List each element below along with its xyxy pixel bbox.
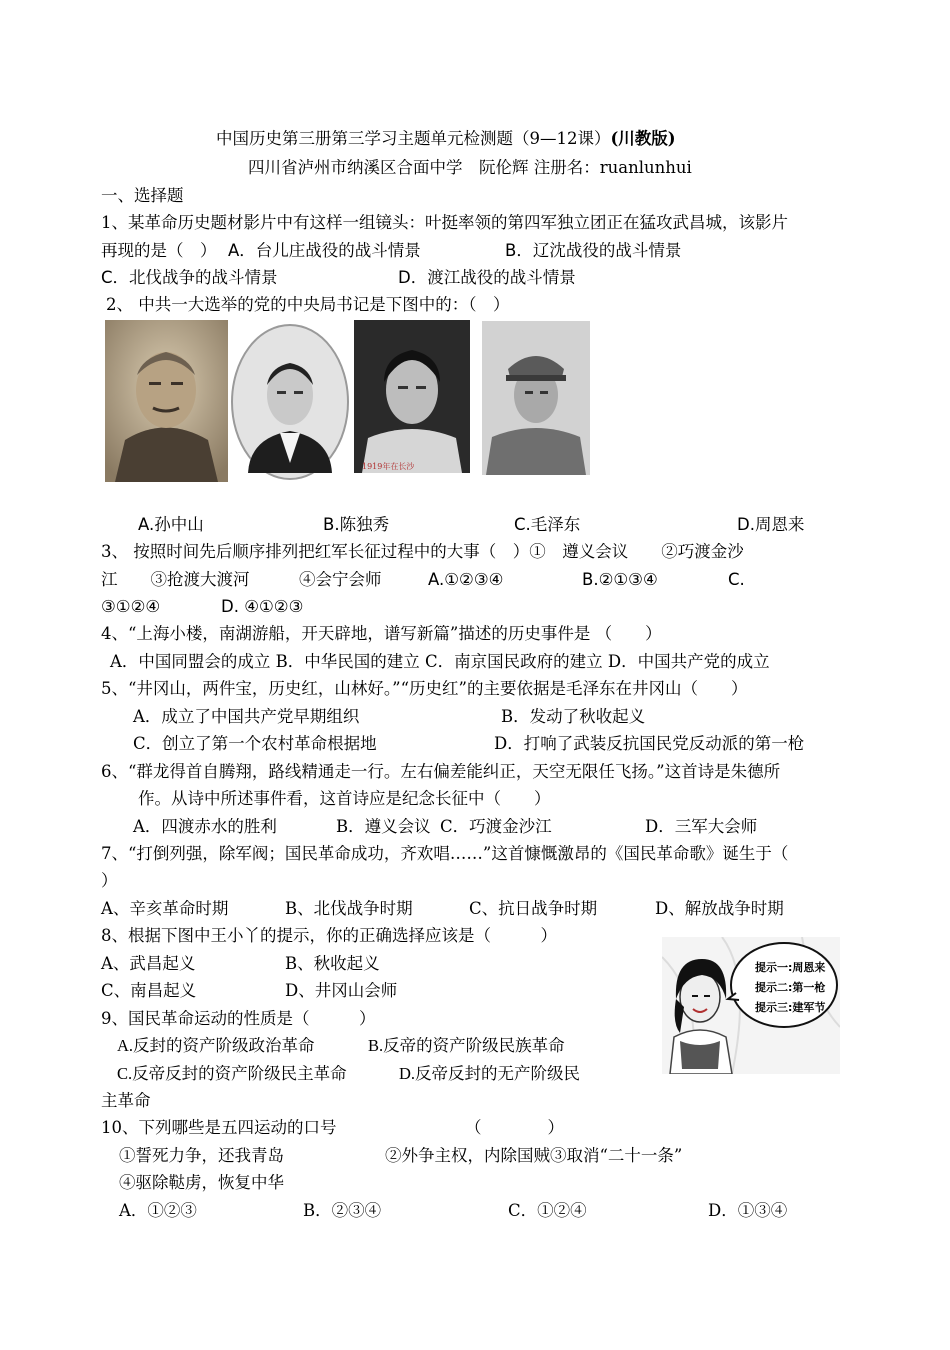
q10-stem: 10、下列哪些是五四运动的口号	[101, 1118, 337, 1137]
q5-option-d: D．打响了武装反抗国民党反动派的第一枪	[494, 734, 805, 753]
q9-option-d: D.反帝反封的无产阶级民	[399, 1064, 581, 1083]
q6-option-b: B．遵义会议	[336, 817, 431, 836]
q3-option-a: A.①②③④	[428, 570, 504, 589]
q3-stem-line1: 3、 按照时间先后顺序排列把红军长征过程中的大事（ ）① 遵义会议 ②巧渡金沙	[101, 542, 744, 561]
q8-stem: 8、根据下图中王小丫的提示，你的正确选择应该是（ ）	[101, 926, 557, 945]
q1-option-b: B．辽沈战役的战斗情景	[505, 241, 682, 260]
q4-options: A．中国同盟会的成立 B．中华民国的建立 C．南京国民政府的建立 D．中国共产党的成立	[110, 652, 770, 671]
q2-option-d: D.周恩来	[737, 515, 805, 534]
q9-stem: 9、国民革命运动的性质是（ ）	[101, 1009, 376, 1028]
portrait-photo-2	[230, 323, 350, 481]
doc-title	[216, 127, 676, 151]
q8-option-c: C、南昌起义	[101, 981, 197, 1000]
q9-option-d-cont: 主革命	[101, 1091, 151, 1110]
q2-stem: 2、 中共一大选举的党的中央局书记是下图中的：（ ）	[106, 295, 510, 314]
q3-option-b: B.②①③④	[582, 570, 658, 589]
q10-option-d: D．①③④	[708, 1201, 788, 1220]
q4-stem: 4、“上海小楼，南湖游船，开天辟地，谱写新篇”描述的历史事件是 （ ）	[101, 624, 662, 643]
q3-stem-line2: 江 ③抢渡大渡河 ④会宁会师	[101, 570, 382, 589]
hint-2: 提示二:第一枪	[755, 981, 826, 994]
q10-slogan-4: ④驱除鞑虏，恢复中华	[119, 1173, 284, 1192]
q7-stem-line1: 7、“打倒列强，除军阀；国民革命成功，齐欢唱……”这首慷慨激昂的《国民革命歌》诞生于（	[101, 844, 789, 863]
q1-option-a: A．台儿庄战役的战斗情景	[228, 241, 421, 260]
q8-option-b: B、秋收起义	[285, 954, 380, 973]
q6-option-c: C．巧渡金沙江	[440, 817, 552, 836]
q10-slogan-1: ①誓死力争，还我青岛	[119, 1146, 284, 1165]
q7-option-b: B、北伐战争时期	[285, 899, 413, 918]
q8-option-a: A、武昌起义	[101, 954, 196, 973]
q3-option-c-cont: ③①②④	[101, 597, 161, 616]
q6-option-a: A．四渡赤水的胜利	[133, 817, 277, 836]
q7-option-d: D、解放战争时期	[655, 899, 784, 918]
doc-title-edition: (川教版)	[610, 129, 676, 148]
q10-option-a: A．①②③	[119, 1201, 197, 1220]
q2-option-a: A.孙中山	[138, 515, 204, 534]
q8-option-d: D、井冈山会师	[285, 981, 398, 1000]
q1-option-d: D．渡江战役的战斗情景	[398, 268, 576, 287]
q10-option-c: C．①②④	[508, 1201, 587, 1220]
author-line: 四川省泸州市纳溪区合面中学 阮伦辉 注册名：ruanlunhui	[248, 158, 692, 177]
q1-option-c: C．北伐战争的战斗情景	[101, 268, 278, 287]
q5-option-c: C．创立了第一个农村革命根据地	[133, 734, 377, 753]
q7-option-c: C、抗日战争时期	[469, 899, 598, 918]
q9-option-b: B.反帝的资产阶级民族革命	[368, 1036, 565, 1055]
q7-option-a: A、辛亥革命时期	[101, 899, 229, 918]
wang-xiaoya-cartoon	[662, 937, 840, 1074]
photo3-caption: 1919年在长沙	[362, 462, 415, 471]
q5-stem: 5、“井冈山，两件宝，历史红，山林好。”“历史红”的主要依据是毛泽东在井冈山（ ）	[101, 679, 748, 698]
q1-stem-line2: 再现的是（ ）	[101, 241, 217, 260]
q6-option-d: D．三军大会师	[645, 817, 758, 836]
hint-1: 提示一:周恩来	[755, 961, 826, 974]
q1-stem-line1: 1、某革命历史题材影片中有这样一组镜头：叶挺率领的第四军独立团正在猛攻武昌城，该影片	[101, 213, 788, 232]
q6-stem-line1: 6、“群龙得首自腾翔，路线精通走一行。左右偏差能纠正，天空无限任飞扬。”这首诗是朱德所	[101, 762, 781, 781]
q7-stem-line2: ）	[101, 871, 118, 890]
portrait-photo-4	[482, 321, 590, 475]
q2-option-b: B.陈独秀	[323, 515, 390, 534]
q5-option-b: B．发动了秋收起义	[501, 707, 646, 726]
q10-answer-paren: （ ）	[465, 1118, 564, 1137]
q5-option-a: A．成立了中国共产党早期组织	[133, 707, 360, 726]
q2-option-c: C.毛泽东	[514, 515, 581, 534]
q9-option-c: C.反帝反封的资产阶级民主革命	[117, 1064, 347, 1083]
hint-3: 提示三:建军节	[755, 1001, 826, 1014]
q10-slogan-2-3: ②外争主权，内除国贼③取消“二十一条”	[385, 1146, 683, 1165]
portrait-photo-3	[354, 320, 470, 473]
q9-option-a: A.反封的资产阶级政治革命	[117, 1036, 315, 1055]
q10-option-b: B．②③④	[303, 1201, 382, 1220]
doc-title-main: 中国历史第三册第三学习主题单元检测题（9—12课）	[216, 129, 611, 148]
q6-stem-line2: 作。从诗中所述事件看，这首诗应是纪念长征中（ ）	[138, 789, 551, 808]
q3-option-d: D. ④①②③	[221, 597, 304, 616]
q3-option-c: C.	[728, 570, 745, 589]
portrait-photo-1	[105, 320, 228, 482]
section-heading: 一、选择题	[101, 186, 184, 205]
